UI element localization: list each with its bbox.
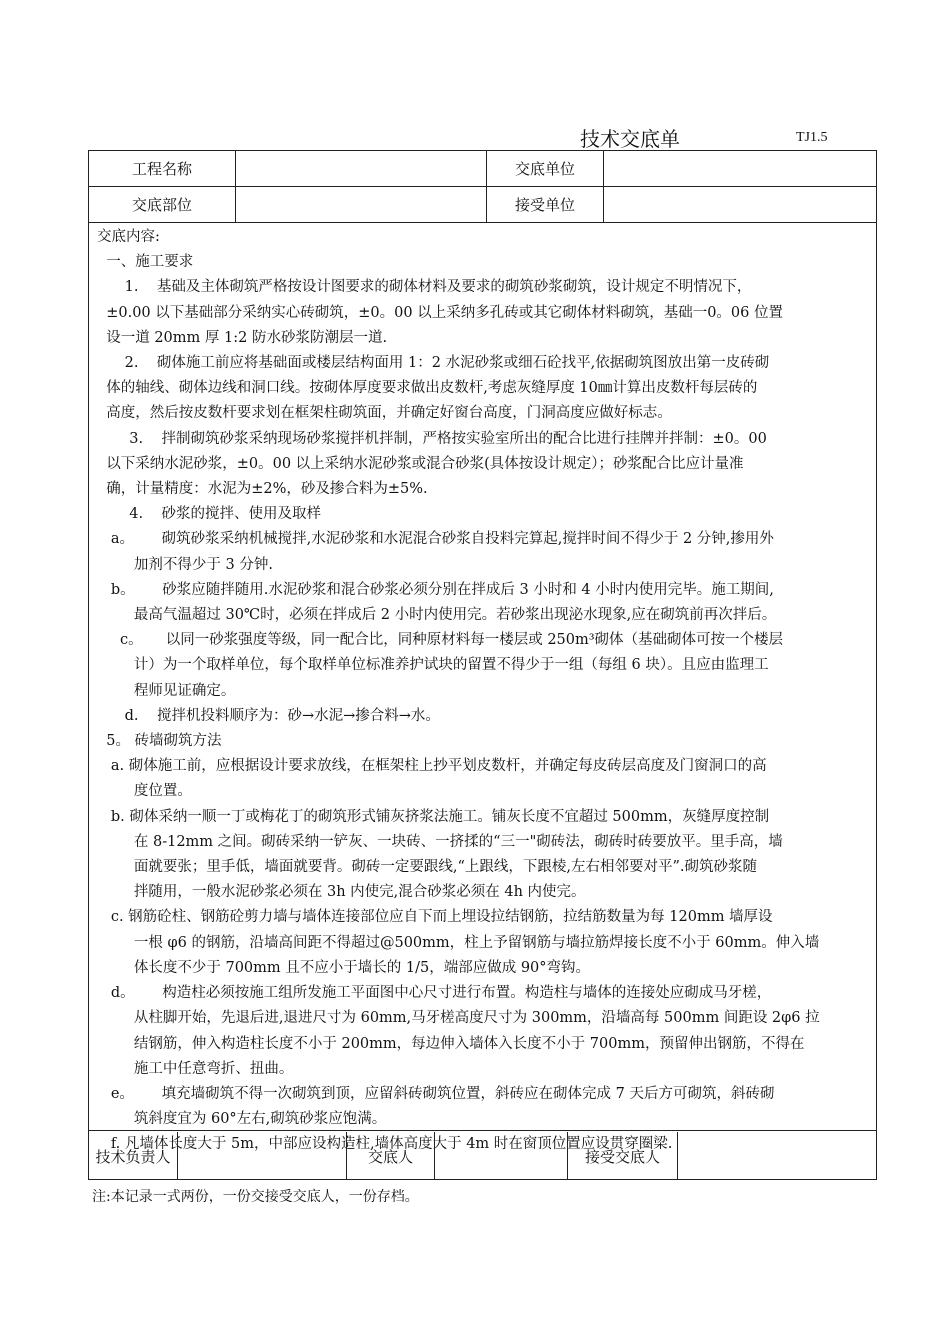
- location-label: 交底部位: [89, 187, 236, 222]
- content-line: c。 以同一砂浆强度等级，同一配合比，同种原材料每一楼层或 250m³砌体（基础砌体可按一个楼层: [97, 632, 784, 649]
- content-line: 筑斜度宜为 60°左右,砌筑砂浆应饱满。: [97, 1111, 387, 1128]
- project-name-field[interactable]: [236, 151, 487, 186]
- content-line: 拌随用，一般水泥砂浆必须在 3h 内使完,混合砂浆必须在 4h 内使完。: [97, 884, 586, 901]
- issuer-unit-field[interactable]: [604, 151, 876, 186]
- content-line: 结钢筋，伸入构造柱长度不小于 200mm，每边伸入墙体入长度不小于 700mm，预留伸出钢筋，不得在: [97, 1035, 805, 1052]
- content-line: 加剂不得少于 3 分钟.: [97, 556, 273, 573]
- content-line: 从柱脚开始，先退后进,退进尺寸为 60mm,马牙槎高度尺寸为 300mm，沿墙高每 500mm 间距设 2φ6 拉: [97, 1010, 820, 1027]
- issuer-unit-label: 交底单位: [487, 151, 604, 186]
- content-line: 3. 拌制砌筑砂浆采纳现场砂浆搅拌机拌制，严格按实验室所出的配合比进行挂牌并拌制：±0。00: [97, 430, 767, 447]
- footnote: 注:本记录一式两份，一份交接受交底人，一份存档。: [92, 1189, 419, 1205]
- content-line: 5。 砖墙砌筑方法: [97, 733, 222, 750]
- content-line: b。 砂浆应随拌随用.水泥砂浆和混合砂浆必须分别在拌成后 3 小时和 4 小时内使用完毕。施工期间,: [97, 581, 774, 598]
- content-line: 一根 φ6 的钢筋，沿墙高间距不得超过@500mm，柱上予留钢筋与墙拉筋焊接长度不小于 60mm。伸入墙: [97, 934, 820, 951]
- content-line: 计）为一个取样单位，每个取样单位标准养护试块的留置不得少于一组（每组 6 块）。且应由监理工: [97, 657, 769, 674]
- content-line: 4. 砂浆的搅拌、使用及取样: [97, 506, 322, 523]
- receiver-unit-field[interactable]: [604, 187, 876, 222]
- disclosure-form: [88, 150, 877, 1180]
- content-line: 体的轴线、砌体边线和洞口线。按砌体厚度要求做出皮数杆,考虑灰缝厚度 10㎜计算出皮数杆每层砖的: [97, 380, 758, 397]
- receiver-unit-label: 接受单位: [487, 187, 604, 222]
- location-field[interactable]: [236, 187, 487, 222]
- content-line: f. 凡墙体长度大于 5m，中部应设构造柱,墙体高度大于 4m 时在窗顶位置应设贯穿圈梁.: [97, 1136, 673, 1153]
- info-row-2: [89, 187, 876, 223]
- tech-lead-field[interactable]: [178, 1132, 347, 1180]
- content-line: 面就要张；里手低，墙面就要背。砌砖一定要跟线,“上跟线，下跟棱,左右相邻要对平”.砌筑砂浆随: [97, 859, 758, 876]
- content-line: 1. 基础及主体砌筑严格按设计图要求的砌体材料及要求的砌筑砂浆砌筑，设计规定不明情况下，: [97, 279, 752, 296]
- content-line: 程师见证确定。: [97, 682, 236, 699]
- project-name-label: 工程名称: [89, 151, 236, 186]
- content-line: 交底内容:: [97, 229, 160, 245]
- content-line: 设一道 20mm 厚 1:2 防水砂浆防潮层一道.: [97, 329, 388, 346]
- discloser-label: 交底人: [347, 1132, 435, 1180]
- content-line: 在 8-12mm 之间。砌砖采纳一铲灰、一块砖、一挤揉的“三一"砌砖法，砌砖时砖要放平。里手高，墙: [97, 833, 783, 850]
- document-title: 技术交底单: [580, 127, 680, 151]
- content-line: 施工中任意弯折、扭曲。: [97, 1060, 294, 1077]
- content-line: 最高气温超过 30℃时，必须在拌成后 2 小时内使用完。若砂浆出现泌水现象,应在砌筑前再次拌后。: [97, 607, 777, 624]
- document-code: TJ1.5: [796, 130, 828, 145]
- content-line: 一、施工要求: [97, 254, 194, 271]
- content-line: 度位置。: [97, 783, 192, 800]
- content-line: a。 砌筑砂浆采纳机械搅拌,水泥砂浆和水泥混合砂浆自投料完算起,搅拌时间不得少于 2 分钟,掺用外: [97, 531, 774, 548]
- content-line: c. 钢筋砼柱、钢筋砼剪力墙与墙体连接部位应自下而上埋设拉结钢筋，拉结筋数量为每 120mm 墙厚设: [97, 909, 773, 926]
- recipient-field[interactable]: [678, 1132, 876, 1180]
- content-line: 体长度不少于 700mm 且不应小于墙长的 1/5，端部应做成 90°弯钩。: [97, 959, 591, 976]
- recipient-label: 接受交底人: [568, 1132, 678, 1180]
- content-line: ±0.00 以下基础部分采纳实心砖砌筑，±0。00 以上采纳多孔砖或其它砌体材料砌筑，基础一0。06 位置: [97, 304, 783, 321]
- content-line: d. 搅拌机投料顺序为：砂→水泥→掺合料→水。: [97, 707, 440, 724]
- tech-lead-label: 技术负责人: [89, 1132, 178, 1180]
- discloser-field[interactable]: [435, 1132, 568, 1180]
- signature-row: [89, 1132, 876, 1180]
- disclosure-content: [89, 223, 876, 1153]
- content-line: 以下采纳水泥砂浆，±0。00 以上采纳水泥砂浆或混合砂浆(具体按设计规定）；砂浆配合比应计量准: [97, 455, 744, 472]
- content-line: a. 砌体施工前，应根据设计要求放线，在框架柱上抄平划皮数杆，并确定每皮砖层高度及门窗洞口的高: [97, 758, 767, 775]
- content-line: b. 砌体采纳一顺一丁或梅花丁的砌筑形式铺灰挤浆法施工。铺灰长度不宜超过 500mm，灰缝厚度控制: [97, 808, 770, 825]
- content-line: 2. 砌体施工前应将基础面或楼层结构面用 1：2 水泥砂浆或细石砼找平,依据砌筑图放出第一皮砖砌: [97, 355, 770, 372]
- content-line: e。 填充墙砌筑不得一次砌筑到顶，应留斜砖砌筑位置，斜砖应在砌体完成 7 天后方可砌筑，斜砖砌: [97, 1085, 775, 1102]
- content-line: 确，计量精度：水泥为±2%，砂及掺合料为±5%.: [97, 481, 428, 498]
- content-line: 高度，然后按皮数杆要求划在框架柱砌筑面，并确定好窗台高度，门洞高度应做好标志。: [97, 405, 672, 422]
- content-line: d。 构造柱必须按施工组所发施工平面图中心尺寸进行布置。构造柱与墙体的连接处应砌成马牙槎，: [97, 985, 772, 1002]
- info-row-1: [89, 151, 876, 187]
